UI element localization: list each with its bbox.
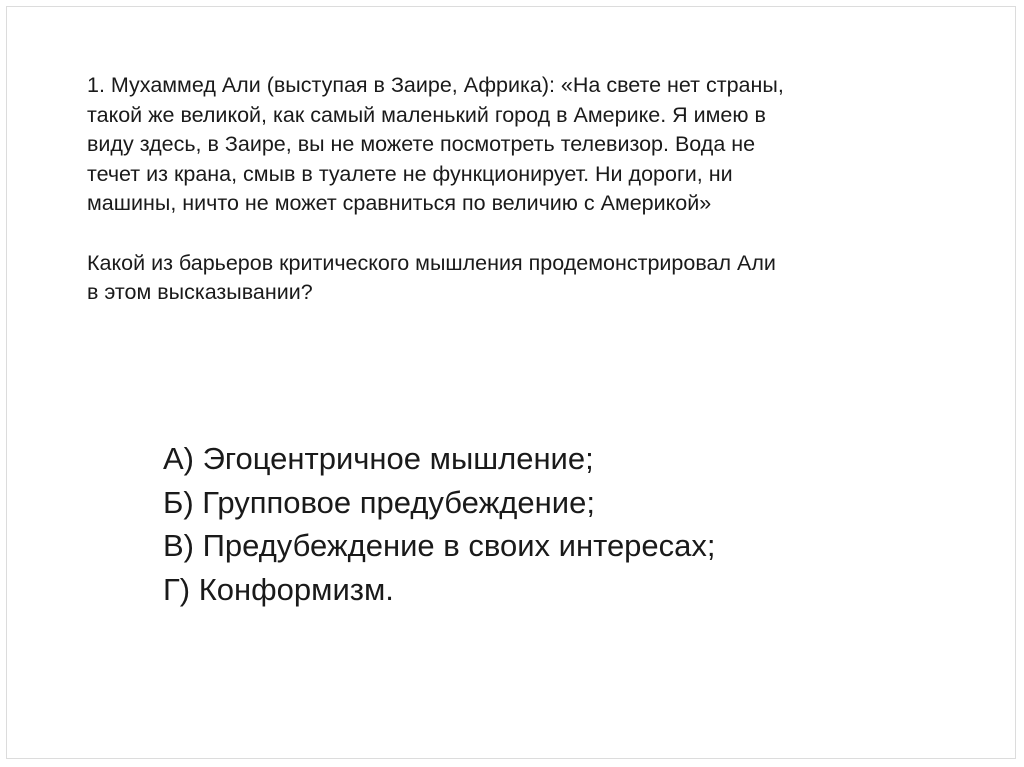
slide — [6, 6, 1016, 759]
quote-line: такой же великой, как самый маленький город в Америке. Я имею в — [87, 102, 766, 127]
question-line: в этом высказывании? — [87, 280, 313, 305]
answer-option-d: Г) Конформизм. — [163, 571, 394, 607]
quote-line: течет из крана, смыв в туалете не функционирует. Ни дороги, ни — [87, 161, 733, 186]
quote-line: 1. Мухаммед Али (выступая в Заире, Африка): «На свете нет страны, — [87, 73, 784, 97]
quote-line: виду здесь, в Заире, вы не можете посмотреть телевизор. Вода не — [87, 132, 756, 157]
answer-option-c: В) Предубеждение в своих интересах; — [163, 528, 716, 563]
quote-line: машины, ничто не может сравниться по величию с Америкой» — [87, 191, 712, 216]
question-line: Какой из барьеров критического мышления продемонстрировал Али — [87, 250, 776, 275]
paragraph-gap — [87, 219, 957, 249]
question-block — [87, 71, 957, 308]
answer-option-b: Б) Групповое предубеждение; — [163, 484, 595, 520]
answer-options — [163, 437, 963, 611]
answer-option-a: А) Эгоцентричное мышление; — [163, 441, 594, 476]
